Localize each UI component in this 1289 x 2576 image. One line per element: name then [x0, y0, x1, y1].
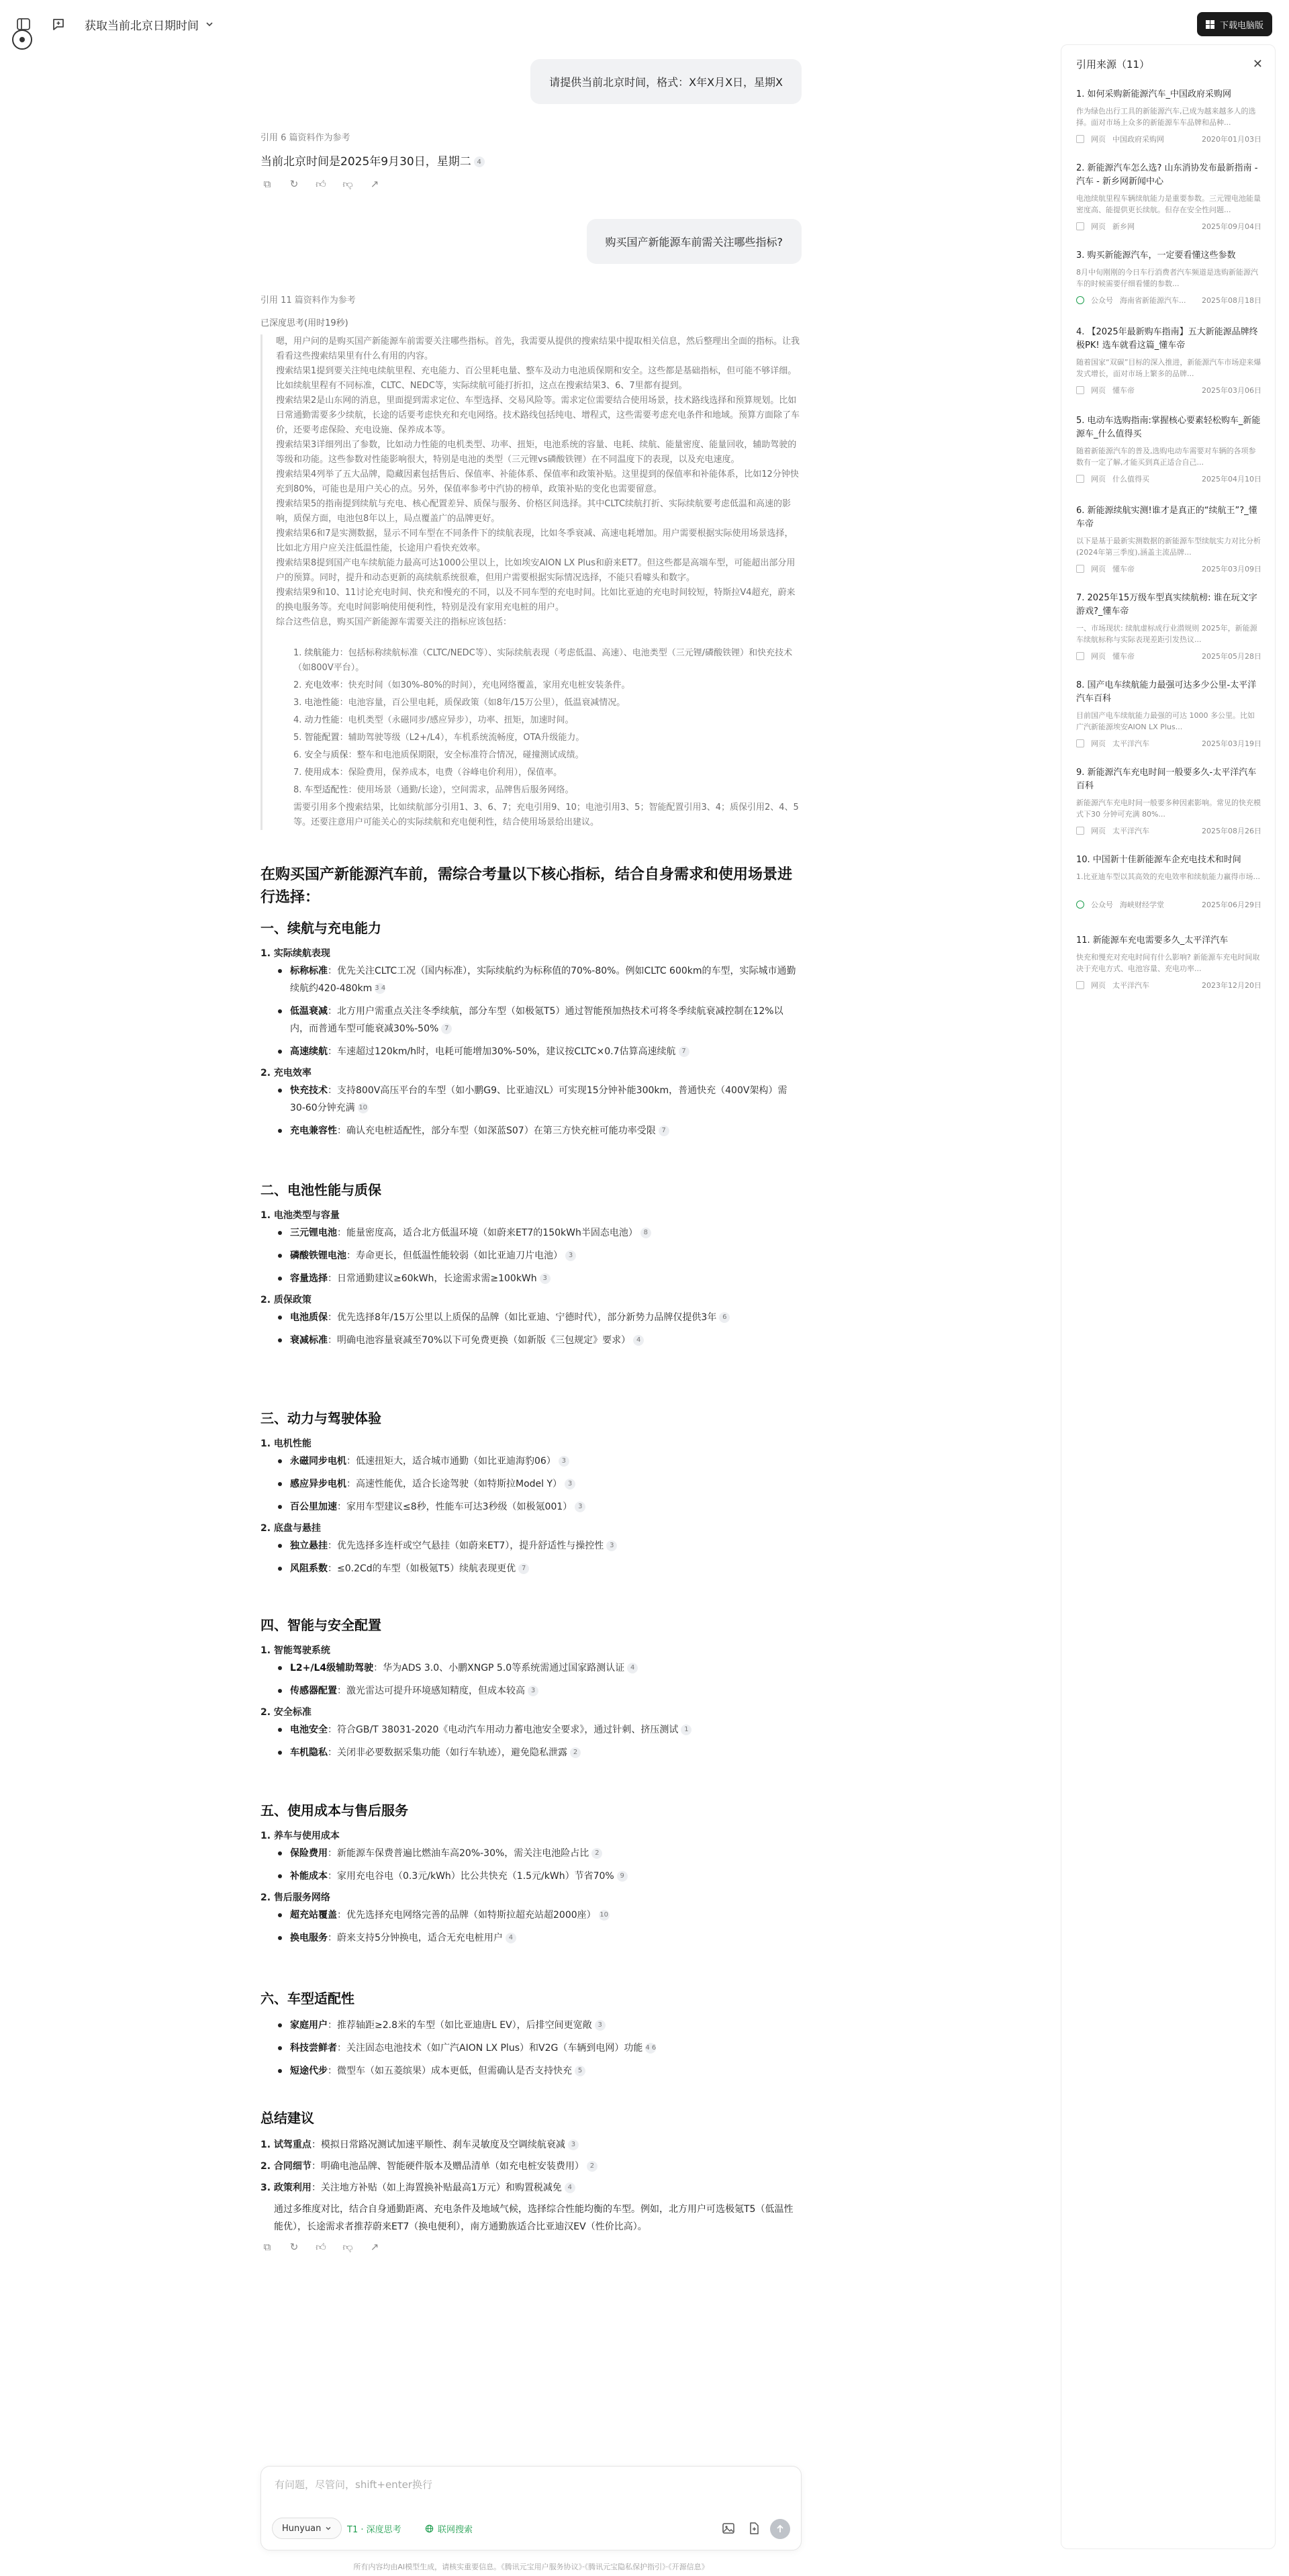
send-button[interactable] — [770, 2519, 790, 2539]
list-item: 超充站覆盖：优先选择充电网络完善的品牌（如特斯拉超充站超2000座） 10 — [260, 1906, 802, 1924]
answer-section — [260, 917, 802, 1145]
source-meta: 网页 中国政府采购网 2020年01月03日 — [1076, 134, 1261, 144]
web-page-icon — [1076, 739, 1084, 747]
subsection-title: 1. 电机性能 — [260, 1438, 312, 1449]
think-paragraph: 需要引用多个搜索结果，比如续航部分引用1、3、6、7；充电引用9、10；电池引用3、5；智能配置引用3、4；质保引用2、4、5等。还要注意用户可能关心的实际续航和充电便利性，结合使用场景给出建议。 — [293, 802, 799, 827]
source-title: 11. 新能源车充电需要多久_太平洋汽车 — [1076, 935, 1229, 946]
citation-badge[interactable]: 2 — [591, 1848, 602, 1859]
subsection-title: 1. 实际续航表现 — [260, 948, 330, 959]
source-meta: 公众号 海峡财经学堂 2025年06月29日 — [1076, 899, 1261, 910]
source-title: 10. 中国新十佳新能源车企充电技术和时间 — [1076, 855, 1241, 865]
citation-badge[interactable]: 3 — [565, 1250, 576, 1261]
thumbs-down-icon[interactable]: 👎︎ — [342, 177, 353, 190]
source-item[interactable] — [1076, 766, 1261, 836]
source-meta: 网页 懂车帝 2025年05月28日 — [1076, 651, 1261, 661]
copy-icon[interactable]: ⧉ — [263, 178, 271, 190]
list-item: 磷酸铁锂电池：寿命更长，但低温性能较弱（如比亚迪刀片电池） 3 — [260, 1247, 802, 1264]
citation-badge[interactable]: 2 — [587, 2161, 598, 2172]
citation-badge[interactable]: 3 4 — [375, 983, 385, 994]
think-paragraph: 搜索结果6和7是实测数据，显示不同车型在不同条件下的续航表现，比如冬季衰减、高速电耗增加。用户需要根据实际使用场景选择，比如北方用户应关注低温性能，长途用户看快充效率。 — [276, 528, 794, 553]
model-name: Hunyuan — [282, 2523, 322, 2534]
think-paragraph: 搜索结果5的指南提到续航与充电、核心配置差异、质保与服务、价格区间选择。其中CLTC续航打折、实际续航要考虑低温和高速的影响，质保方面，电池包8年以上，局点覆盖广的品牌更好。 — [276, 499, 792, 524]
citation-badge[interactable]: 3 — [565, 1479, 575, 1489]
section-title: 二、电池性能与质保 — [260, 1182, 381, 1198]
list-item: 补能成本：家用充电谷电（0.3元/kWh）比公共快充（1.5元/kWh）节省70% 9 — [260, 1868, 802, 1885]
source-title: 3. 购买新能源汽车，一定要看懂这些参数 — [1076, 250, 1236, 261]
answer-section — [260, 1179, 802, 1354]
list-item: 传感器配置：激光雷达可提升环境感知精度，但成本较高 3 — [260, 1682, 802, 1700]
list-item: 换电服务：蔚来支持5分钟换电，适合无充电桩用户 4 — [260, 1929, 802, 1947]
web-page-icon — [1076, 981, 1084, 989]
source-item[interactable] — [1076, 679, 1261, 749]
source-item[interactable] — [1076, 414, 1261, 484]
think-list-item: 2. 充电效率：快充时间（如30%-80%的时间），充电网络覆盖，家用充电桩安装条件。 — [293, 680, 630, 690]
source-item[interactable] — [1076, 934, 1261, 991]
source-snippet: 目前国产电车续航能力最强的可达 1000 多公里。比如广汽新能源埃安AION LX Plus... — [1076, 711, 1255, 731]
web-search-toggle[interactable] — [420, 2518, 478, 2539]
section-title: 三、动力与驾驶体验 — [260, 1410, 381, 1426]
answer-1-actions — [260, 177, 381, 191]
section-title: 一、续航与充电能力 — [260, 920, 381, 936]
sources-panel-title: 引用来源（11） — [1076, 58, 1150, 71]
summary-item: 2. 合同细节：明确电池品牌、智能硬件版本及赠品清单（如充电桩安装费用） 2 — [260, 2158, 802, 2175]
citation-badge[interactable]: 4 — [565, 2182, 575, 2193]
think-list-item: 5. 智能配置：辅助驾驶等级（L2+/L4），车机系统流畅度，OTA升级能力。 — [293, 733, 585, 743]
source-snippet: 一、市场现状: 续航虚标成行业潜规则 2025年，新能源车续航标称与实际表现差距引发热议... — [1076, 624, 1257, 644]
summary-item: 1. 试驾重点：模拟日常路况测试加速平顺性、刹车灵敏度及空调续航衰减 3 — [260, 2136, 802, 2154]
web-page-icon — [1076, 222, 1084, 230]
citation-badge[interactable]: 10 — [358, 1103, 369, 1113]
list-item: 科技尝鲜者：关注固态电池技术（如广汽AION LX Plus）和V2G（车辆到电网）功能 4 6 — [260, 2039, 802, 2057]
summary-item: 3. 政策利用：关注地方补贴（如上海置换补贴最高1万元）和购置税减免 4 — [260, 2179, 802, 2197]
source-item[interactable] — [1076, 326, 1261, 396]
source-item[interactable] — [1076, 592, 1261, 661]
subsection-title: 2. 质保政策 — [260, 1295, 312, 1305]
source-snippet: 随着新能源汽车的普及,选购电动车需要对车辆的各项参数有一定了解,才能买到真正适合自己... — [1076, 447, 1256, 467]
citation-badge[interactable]: 9 — [617, 1871, 628, 1882]
citation-badge[interactable]: 3 — [575, 1502, 585, 1512]
think-paragraph: 嗯，用户问的是购买国产新能源车前需要关注哪些指标。首先，我需要从提供的搜索结果中提取相关信息，然后整理出全面的指标。让我看看这些搜索结果里有什么有用的内容。 — [276, 336, 800, 361]
think-list-item: 7. 使用成本：保险费用，保养成本，电费（谷峰电价利用），保值率。 — [293, 768, 563, 778]
list-item: 标称标准：优先关注CLTC工况（国内标准），实际续航约为标称值的70%-80%。例如CLTC 600km的车型，实际城市通勤续航约420-480km 3 4 — [260, 962, 802, 997]
thumbs-up-icon[interactable]: 👍︎ — [316, 177, 326, 190]
source-title: 1. 如何采购新能源汽车_中国政府采购网 — [1076, 89, 1232, 99]
subsection-title: 2. 底盘与悬挂 — [260, 1523, 321, 1534]
file-upload-icon[interactable] — [747, 2522, 762, 2536]
source-title: 9. 新能源汽车充电时间一般要多久-太平洋汽车百科 — [1076, 768, 1257, 791]
download-label: 下载电脑版 — [1219, 20, 1263, 31]
list-item: 电池安全：符合GB/T 38031-2020《电动汽车用动力蓄电池安全要求》，通过针刺、挤压测试 1 — [260, 1721, 802, 1739]
think-paragraph: 搜索结果3详细列出了参数，比如动力性能的电机类型、功率、扭矩，电池系统的容量、电耗、续航、能量密度、能量回收，辅助驾驶的等级和功能。这些参数对性能影响很大，特别是电池的类型（三元锂vs磷酸铁锂）在不同温度下的表现，以及充电速度。 — [276, 440, 797, 465]
regenerate-icon[interactable]: ↻ — [289, 2241, 299, 2253]
source-item[interactable] — [1076, 88, 1261, 144]
source-meta: 网页 懂车帝 2025年03月06日 — [1076, 385, 1261, 396]
globe-icon — [425, 2524, 434, 2533]
source-snippet: 随着国家“双碳”目标的深入推进，新能源汽车市场迎来爆发式增长，面对市场上繁多的品牌... — [1076, 358, 1261, 378]
source-snippet: 8月中旬刚刚的今日车行消费者汽车频道是选购新能源汽车的时候需要仔细看懂的参数... — [1076, 268, 1258, 288]
answer-section — [260, 1614, 802, 1767]
deep-think-label: T1 · 深度思考 — [347, 2524, 401, 2535]
list-item: 家庭用户：推荐轴距≥2.8米的车型（如比亚迪唐L EV），后排空间更宽敞 3 — [260, 2017, 802, 2034]
web-page-icon — [1076, 652, 1084, 660]
think-paragraph: 搜索结果2是山东网的消息，里面提到需求定位、车型选择、交易风险等。需求定位需要结合使用场景，技术路线选择和预算规划。比如日常通勤需要多少续航，长途的话要考虑快充和充电网络。技术路线包括纯电、增程式，这些需要考虑充电条件和地域。预算方面除了车价，还要考虑保险、充电设施、保养成本等。 — [276, 396, 800, 435]
answer-heading: 在购买国产新能源汽车前，需综合考量以下核心指标，结合自身需求和使用场景进行选择： — [260, 866, 793, 906]
citation-badge[interactable]: 3 — [606, 1540, 617, 1551]
list-item: 百公里加速：家用车型建议≤8秒，性能车可达3秒级（如极氪001） 3 — [260, 1498, 802, 1516]
citation-badge[interactable]: 3 — [559, 1456, 569, 1467]
section-title: 五、使用成本与售后服务 — [260, 1802, 408, 1819]
citation-badge[interactable]: 5 — [575, 2066, 585, 2076]
assistant-answer-2 — [260, 864, 802, 909]
model-selector[interactable] — [272, 2518, 342, 2539]
list-item: 高速续航：车速超过120km/h时，电耗可能增加30%-50%，建议按CLTC×0.7估算高速续航 7 — [260, 1043, 802, 1060]
citation-badge[interactable]: 3 — [528, 1686, 538, 1696]
reference-count-2[interactable]: 引用 11 篇资料作为参考 — [260, 295, 356, 306]
list-item: 容量选择：日常通勤建议≥60kWh，长途需求需≥100kWh 3 — [260, 1270, 802, 1287]
source-snippet: 电池续航里程车辆续航能力是重要参数。三元锂电池能量密度高、能提供更长续航。但存在安全性问题... — [1076, 194, 1261, 214]
deep-think-toggle[interactable] — [342, 2518, 407, 2539]
source-title: 7. 2025年15万级车型真实续航榜: 谁在玩文字游戏?_懂车帝 — [1076, 593, 1257, 616]
source-meta: 公众号 海南省新能源汽车... 2025年08月18日 — [1076, 295, 1261, 306]
deep-think-header[interactable]: 已深度思考(用时19秒) — [260, 318, 348, 328]
citation-badge[interactable]: 2 — [570, 1747, 581, 1758]
citation-badge[interactable]: 3 — [568, 2140, 579, 2150]
source-meta: 网页 新乡网 2025年09月04日 — [1076, 221, 1261, 232]
source-title: 8. 国产电车续航能力最强可达多少公里-太平洋汽车百科 — [1076, 680, 1257, 704]
summary-section — [260, 2107, 802, 2240]
chevron-down-icon — [205, 20, 213, 28]
wechat-icon — [1076, 901, 1084, 909]
download-desktop-button[interactable] — [1197, 12, 1272, 36]
list-item: 风阻系数：≤0.2Cd的车型（如极氪T5）续航表现更优 7 — [260, 1560, 802, 1577]
section-title: 总结建议 — [260, 2110, 314, 2126]
image-upload-icon[interactable] — [722, 2522, 736, 2536]
citation-badge[interactable]: 7 — [518, 1563, 529, 1574]
list-item: L2+/L4级辅助驾驶：华为ADS 3.0、小鹏XNGP 5.0等系统需通过国家路测认证 4 — [260, 1659, 802, 1677]
citation-badge[interactable]: 6 — [719, 1312, 730, 1323]
close-icon[interactable]: ✕ — [1252, 57, 1263, 71]
web-page-icon — [1076, 475, 1084, 483]
source-snippet: 1.比亚迪车型以其高效的充电效率和续航能力赢得市场... — [1076, 872, 1260, 881]
answer-2-actions — [260, 2240, 381, 2254]
list-item: 保险费用：新能源车保费普遍比燃油车高20%-30%，需关注电池险占比 2 — [260, 1845, 802, 1862]
source-title: 2. 新能源汽车怎么选? 山东消协发布最新指南 - 汽车 - 新乡网新闻中心 — [1076, 163, 1258, 187]
answer-section — [260, 1988, 802, 2085]
top-bar — [0, 0, 1054, 48]
deep-think-content — [260, 334, 802, 830]
share-icon[interactable]: ↗ — [370, 2241, 379, 2253]
citation-badge[interactable]: 4 — [474, 156, 485, 167]
list-item: 车机隐私：关闭非必要数据采集功能（如行车轨迹），避免隐私泄露 2 — [260, 1744, 802, 1761]
list-item: 充电兼容性：确认充电桩适配性，部分车型（如深蓝S07）在第三方快充桩可能功率受限 7 — [260, 1122, 802, 1140]
list-item: 短途代步：微型车（如五菱缤果）成本更低，但需确认是否支持快充 5 — [260, 2062, 802, 2080]
citation-badge[interactable]: 7 — [441, 1023, 452, 1034]
citation-badge[interactable]: 4 6 — [645, 2043, 656, 2054]
citation-badge[interactable]: 7 — [659, 1125, 669, 1136]
citation-badge[interactable]: 7 — [679, 1046, 689, 1057]
think-paragraph: 搜索结果9和10、11讨论充电时间、快充和慢充的不同，以及不同车型的充电时间。比如比亚迪的充电时间较短，特斯拉V4超充，蔚来的换电服务等。充电时间影响使用便利性，特别是没有家用充电桩的用户。 — [276, 588, 796, 612]
list-item: 独立悬挂：优先选择多连杆或空气悬挂（如蔚来ET7），提升舒适性与操控性 3 — [260, 1537, 802, 1555]
think-list-item: 4. 动力性能：电机类型（永磁同步/感应异步），功率、扭矩，加速时间。 — [293, 715, 574, 725]
subsection-title: 1. 养车与使用成本 — [260, 1831, 340, 1841]
answer-1-text: 当前北京时间是2025年9月30日，星期二 — [260, 155, 471, 169]
answer-section — [260, 1408, 802, 1583]
answer-section — [260, 1800, 802, 1952]
source-title: 5. 电动车选购指南:掌握核心要素轻松购车_新能源车_什么值得买 — [1076, 416, 1261, 439]
think-list-item: 3. 电池性能：电池容量，百公里电耗，质保政策（如8年/15万公里），低温衰减情况。 — [293, 698, 626, 708]
assistant-answer-1 — [260, 152, 485, 169]
list-item: 衰减标准：明确电池容量衰减至70%以下可免费更换（如新版《三包规定》要求） 4 — [260, 1332, 802, 1349]
source-meta: 网页 太平洋汽车 2023年12月20日 — [1076, 980, 1261, 991]
web-page-icon — [1076, 135, 1084, 143]
user-message-2: 购买国产新能源车前需关注哪些指标? — [587, 219, 802, 264]
subsection-title: 1. 电池类型与容量 — [260, 1210, 340, 1221]
reference-count-1[interactable]: 引用 6 篇资料作为参考 — [260, 133, 350, 143]
think-paragraph: 搜索结果8提到国产电车续航能力最高可达1000公里以上，比如埃安AION LX Plus和蔚来ET7。但这些都是高端车型，可能超出部分用户的预算。同时，提升和动态更新的高续航系统很难，但用户需要根据实际情况选择，不能只看噱头和数字。 — [276, 558, 796, 583]
conversation-title[interactable] — [85, 16, 213, 33]
citation-badge[interactable]: 3 — [540, 1273, 551, 1284]
source-meta: 网页 太平洋汽车 2025年08月26日 — [1076, 825, 1261, 836]
list-item: 电池质保：优先选择8年/15万公里以上质保的品牌（如比亚迪、宁德时代），部分新势力品牌仅提供3年 6 — [260, 1309, 802, 1326]
sources-panel — [1061, 44, 1276, 2549]
source-title: 4. 【2025年最新购车指南】五大新能源品牌终极PK! 选车就看这篇_懂车帝 — [1076, 327, 1258, 351]
citation-badge[interactable]: 4 — [627, 1663, 638, 1673]
subsection-title: 1. 智能驾驶系统 — [260, 1645, 330, 1656]
section-title: 六、车型适配性 — [260, 1990, 354, 2007]
subsection-title: 2. 充电效率 — [260, 1068, 312, 1078]
list-item: 永磁同步电机：低速扭矩大，适合城市通勤（如比亚迪海豹06） 3 — [260, 1453, 802, 1470]
think-paragraph: 搜索结果4列举了五大品牌，隐藏因素包括售后、保值率、补能体系、保值率和政策补贴。这里提到的保值率和补能体系，比如12分钟快充到80%，可能也是用户关心的点。另外，保值率参考中汽协的榜单，政策补贴的变化也需要留意。 — [276, 469, 799, 494]
web-search-label: 联网搜索 — [438, 2524, 473, 2535]
yuanbao-logo-icon — [12, 30, 32, 50]
source-snippet: 新能源汽车充电时间一般要多种因素影响。常见的快充模式下30 分钟可充满 80%... — [1076, 798, 1261, 819]
source-title: 6. 新能源续航实测!谁才是真正的“续航王”?_懂车帝 — [1076, 506, 1257, 529]
new-chat-icon[interactable] — [50, 15, 67, 33]
source-meta: 网页 什么值得买 2025年04月10日 — [1076, 473, 1261, 484]
source-snippet: 作为绿色出行工具的新能源汽车,已成为越来越多人的选择。面对市场上众多的新能源车车品牌和品种... — [1076, 107, 1256, 127]
citation-badge[interactable]: 10 — [599, 1910, 610, 1921]
disclaimer-footnote: 所有内容均由AI模型生成，请核实重要信息。《腾讯元宝用户服务协议》·《腾讯元宝隐私保护指引》·《开源信息》 — [353, 2563, 709, 2571]
citation-badge[interactable]: 8 — [640, 1228, 651, 1238]
source-meta: 网页 懂车帝 2025年03月09日 — [1076, 563, 1261, 574]
list-item: 快充技术：支持800V高压平台的车型（如小鹏G9、比亚迪汉L）可实现15分钟补能300km，普通快充（400V架构）需30-60分钟充满 10 — [260, 1082, 802, 1117]
source-snippet: 快充和慢充对充电时间有什么影响? 新能源车充电时间取决于充电方式、电池容量、充电功率... — [1076, 953, 1260, 973]
summary-closing: 通过多维度对比，结合自身通勤距离、充电条件及地域气候，选择综合性能均衡的车型。例如，北方用户可选极氪T5（低温性能优），长途需求者推荐蔚来ET7（换电便利），南方通勤族适合比亚迪汉EV（性价比高）。 — [274, 2204, 794, 2232]
think-list-item: 6. 安全与质保：整车和电池质保期限，安全标准符合情况，碰撞测试成绩。 — [293, 750, 584, 760]
source-item[interactable] — [1076, 249, 1261, 306]
think-list — [276, 646, 802, 798]
web-page-icon — [1076, 827, 1084, 835]
source-item[interactable] — [1076, 854, 1261, 910]
think-paragraph: 搜索结果1提到要关注纯电续航里程、充电能力、百公里耗电量、整车及动力电池质保期和安全。这些都是基础指标，但可能不够详细。比如续航里程有不同标准，CLTC、NEDC等，实际续航可能打折扣，这点在搜索结果3、6、7里都有提到。 — [276, 366, 797, 391]
chat-input-box[interactable] — [260, 2466, 802, 2550]
source-snippet: 以下是基于最新实测数据的新能源车型续航实力对比分析(2024年第三季度),涵盖主流品牌... — [1076, 537, 1261, 557]
source-meta: 网页 太平洋汽车 2025年03月19日 — [1076, 738, 1261, 749]
source-item[interactable] — [1076, 162, 1261, 232]
wechat-icon — [1076, 296, 1084, 304]
regenerate-icon[interactable]: ↻ — [289, 178, 299, 190]
think-list-item: 1. 续航能力：包括标称续航标准（CLTC/NEDC等）、实际续航表现（考虑低温、高速）、电池类型（三元锂/磷酸铁锂）和快充技术（如800V平台）。 — [293, 648, 793, 673]
list-item: 三元锂电池：能量密度高，适合北方低温环境（如蔚来ET7的150kWh半固态电池） 8 — [260, 1224, 802, 1242]
web-page-icon — [1076, 386, 1084, 394]
think-list-item: 8. 车型适配性：使用场景（通勤/长途），空间需求，品牌售后服务网络。 — [293, 785, 574, 795]
citation-badge[interactable]: 3 — [595, 2020, 606, 2031]
user-message-1: 请提供当前北京时间，格式：X年X月X日，星期X — [530, 59, 802, 104]
source-item[interactable] — [1076, 504, 1261, 574]
web-page-icon — [1076, 565, 1084, 573]
subsection-title: 2. 售后服务网络 — [260, 1892, 330, 1903]
citation-badge[interactable]: 4 — [506, 1933, 516, 1943]
share-icon[interactable]: ↗ — [370, 178, 379, 190]
windows-icon — [1206, 20, 1214, 29]
list-item: 低温衰减：北方用户需重点关注冬季续航，部分车型（如极氪T5）通过智能预加热技术可将冬季续航衰减控制在12%以内，而普通车型可能衰减30%-50% 7 — [260, 1003, 802, 1038]
copy-icon[interactable]: ⧉ — [263, 2241, 271, 2253]
conversation-title-text: 获取当前北京日期时间 — [85, 19, 199, 33]
subsection-title: 2. 安全标准 — [260, 1707, 312, 1718]
thumbs-up-icon[interactable]: 👍︎ — [316, 2240, 326, 2253]
citation-badge[interactable]: 4 — [633, 1335, 644, 1346]
chevron-down-icon — [325, 2525, 332, 2532]
section-title: 四、智能与安全配置 — [260, 1617, 381, 1633]
list-item: 感应异步电机：高速性能优，适合长途驾驶（如特斯拉Model Y） 3 — [260, 1475, 802, 1493]
citation-badge[interactable]: 1 — [681, 1724, 691, 1735]
think-paragraph: 综合这些信息，购买国产新能源车需要关注的指标应该包括： — [276, 617, 512, 627]
chat-input-placeholder[interactable]: 有问题，尽管问，shift+enter换行 — [275, 2479, 432, 2491]
arrow-up-icon — [775, 2524, 785, 2534]
thumbs-down-icon[interactable]: 👎︎ — [342, 2240, 353, 2253]
